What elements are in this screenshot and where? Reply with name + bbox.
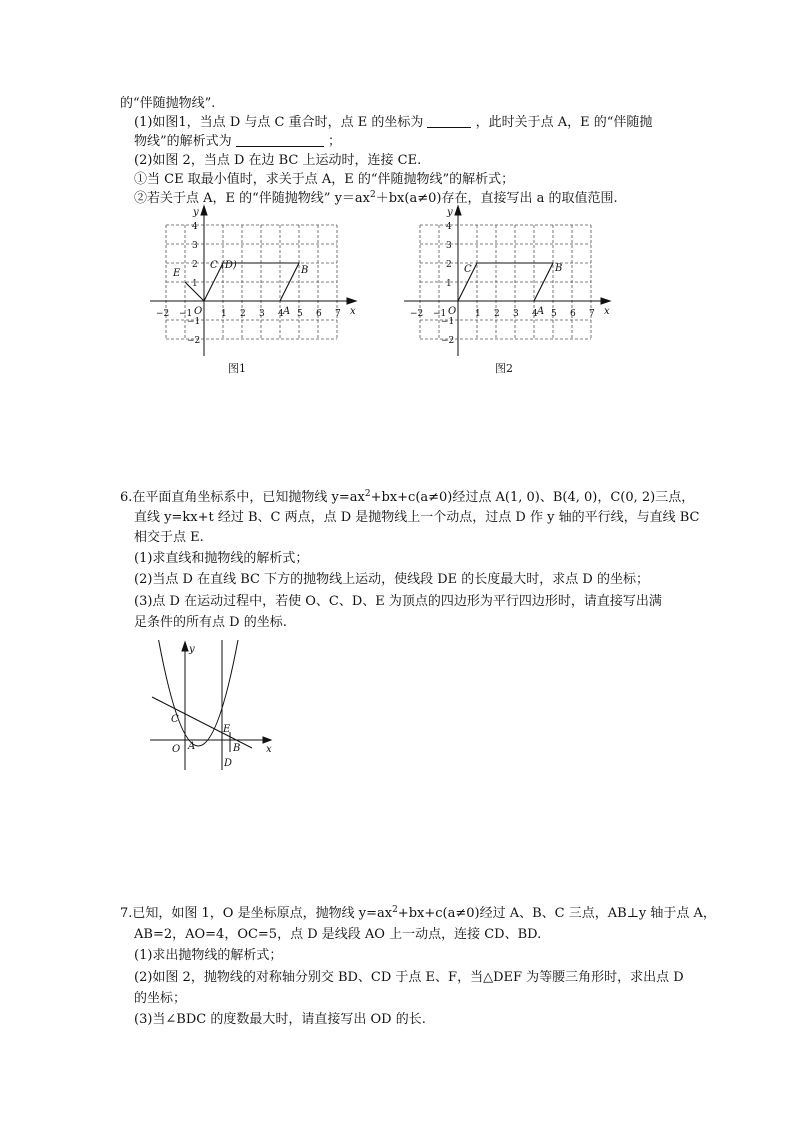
p5-q1-line2: 物线”的解析式为 ；: [134, 134, 341, 149]
point-e-label: E: [173, 268, 181, 279]
p6-line3: 相交于点 E.: [134, 530, 204, 545]
x-tick: 5: [551, 309, 557, 319]
x-tick: 3: [513, 309, 519, 319]
p6-q1: (1)求直线和抛物线的解析式；: [134, 551, 309, 566]
origin-label: O: [448, 306, 457, 317]
p7-q1: (1)求出抛物线的解析式；: [134, 948, 283, 963]
p5-q2-i: ①当 CE 取最小值时，求关于点 A，E 的“伴随抛物线”的解析式；: [134, 172, 515, 187]
x-tick: 4: [532, 309, 538, 319]
y-tick: 4: [446, 222, 452, 232]
y-tick: 3: [192, 241, 198, 251]
axes: [404, 206, 610, 356]
p7-q2a: (2)如图 2，抛物线的对称轴分别交 BD、CD 于点 E、F，当△DEF 为等腰三角形时，求出点 D: [134, 970, 684, 985]
x-tick: −2: [156, 309, 170, 319]
x-tick: 7: [335, 309, 341, 319]
axis-x-label: x: [350, 306, 356, 317]
axes: [150, 206, 356, 356]
point-a-label: A: [188, 741, 196, 752]
figure-1-caption: 图1: [228, 362, 246, 375]
x-tick: −2: [410, 309, 424, 319]
problem-6-figure: [145, 635, 280, 775]
y-tick: 4: [192, 222, 198, 232]
p5-q1-line1: (1)如图1，当点 D 与点 C 重合时，点 E 的坐标为 ，此时关于点 A，E 的“伴随抛: [134, 115, 653, 130]
x-tick: 4: [278, 309, 284, 319]
origin-label: O: [194, 306, 203, 317]
x-tick: 6: [570, 309, 576, 319]
point-b-label: B: [301, 265, 309, 276]
x-tick: 1: [221, 309, 227, 319]
point-c-label: C: [464, 264, 472, 275]
figure-1-graph: [140, 200, 365, 360]
y-tick: −2: [187, 336, 201, 346]
y-tick: 3: [446, 241, 452, 251]
p5-q2: (2)如图 2，当点 D 在边 BC 上运动时，连接 CE.: [134, 153, 422, 168]
p5-intro: 的“伴随抛物线”.: [120, 96, 216, 111]
x-tick: −1: [179, 309, 193, 319]
axis-y-label: y: [447, 207, 453, 218]
x-tick: 6: [316, 309, 322, 319]
p7-line1: 7.已知，如图 1，O 是坐标原点，抛物线 $y=ax^2+bx+c(a\ne 0)$经过 A、B、C 三点，AB⊥y 轴于点 A，: [120, 905, 716, 921]
point-a-label: A: [283, 306, 291, 317]
x-tick: 2: [494, 309, 500, 319]
point-c-label: C: [171, 714, 179, 725]
y-tick: −1: [441, 317, 455, 327]
p5-q2-ii: ②若关于点 A，E 的“伴随抛物线” $y=ax^2+bx(a\ne 0)$存在，直接写出 a 的取值范围.: [134, 190, 618, 206]
x-tick: 3: [259, 309, 265, 319]
x-tick: −1: [433, 309, 447, 319]
y-tick: 1: [192, 279, 198, 289]
answer-blank-parabola[interactable]: [236, 134, 324, 147]
figure-2-caption: 图2: [495, 362, 513, 375]
point-a-label: A: [537, 306, 545, 317]
x-tick: 2: [240, 309, 246, 319]
y-tick: −1: [187, 317, 201, 327]
p6-q2: (2)当点 D 在直线 BC 下方的抛物线上运动，使线段 DE 的长度最大时，求点 D 的坐标；: [134, 572, 649, 587]
point-b-label: B: [555, 263, 563, 274]
point-d-label: D: [224, 758, 233, 769]
p7-line2: AB=2，AO=4，OC=5，点 D 是线段 AO 上一动点，连接 CD、BD.: [134, 927, 542, 942]
answer-blank-e[interactable]: [427, 115, 471, 128]
point-d-label: (D): [221, 260, 237, 271]
p7-q3: (3)当∠BDC 的度数最大时，请直接写出 OD 的长.: [134, 1012, 426, 1027]
point-e-label: E: [223, 724, 231, 735]
figure-2-graph: [395, 200, 620, 360]
axis-x-label: x: [604, 306, 610, 317]
origin-label: O: [172, 744, 181, 755]
y-tick: −2: [441, 336, 455, 346]
p6-q3b: 足条件的所有点 D 的坐标.: [134, 615, 287, 630]
y-tick: 2: [192, 260, 198, 270]
p6-line1: 6.在平面直角坐标系中，已知抛物线 $y=ax^2+bx+c(a\ne 0)$经过点 A(1, 0)、B(4, 0)，C(0, 2)三点，: [120, 489, 695, 505]
y-tick: 1: [446, 279, 452, 289]
point-c-label: C: [210, 260, 218, 271]
x-tick: 1: [475, 309, 481, 319]
x-tick: 7: [589, 309, 595, 319]
axis-x-label: x: [266, 744, 272, 755]
axis-y-label: y: [189, 644, 195, 655]
p7-q2b: 的坐标；: [134, 991, 187, 1006]
p6-line2: 直线 y=kx+t 经过 B、C 两点，点 D 是抛物线上一个动点，过点 D 作 y 轴的平行线，与直线 BC: [134, 510, 700, 525]
p6-q3a: (3)点 D 在运动过程中，若使 O、C、D、E 为顶点的四边形为平行四边形时，请直接写出满: [134, 594, 662, 609]
x-tick: 5: [297, 309, 303, 319]
y-tick: 2: [446, 260, 452, 270]
axis-y-label: y: [193, 207, 199, 218]
point-b-label: B: [233, 743, 241, 754]
